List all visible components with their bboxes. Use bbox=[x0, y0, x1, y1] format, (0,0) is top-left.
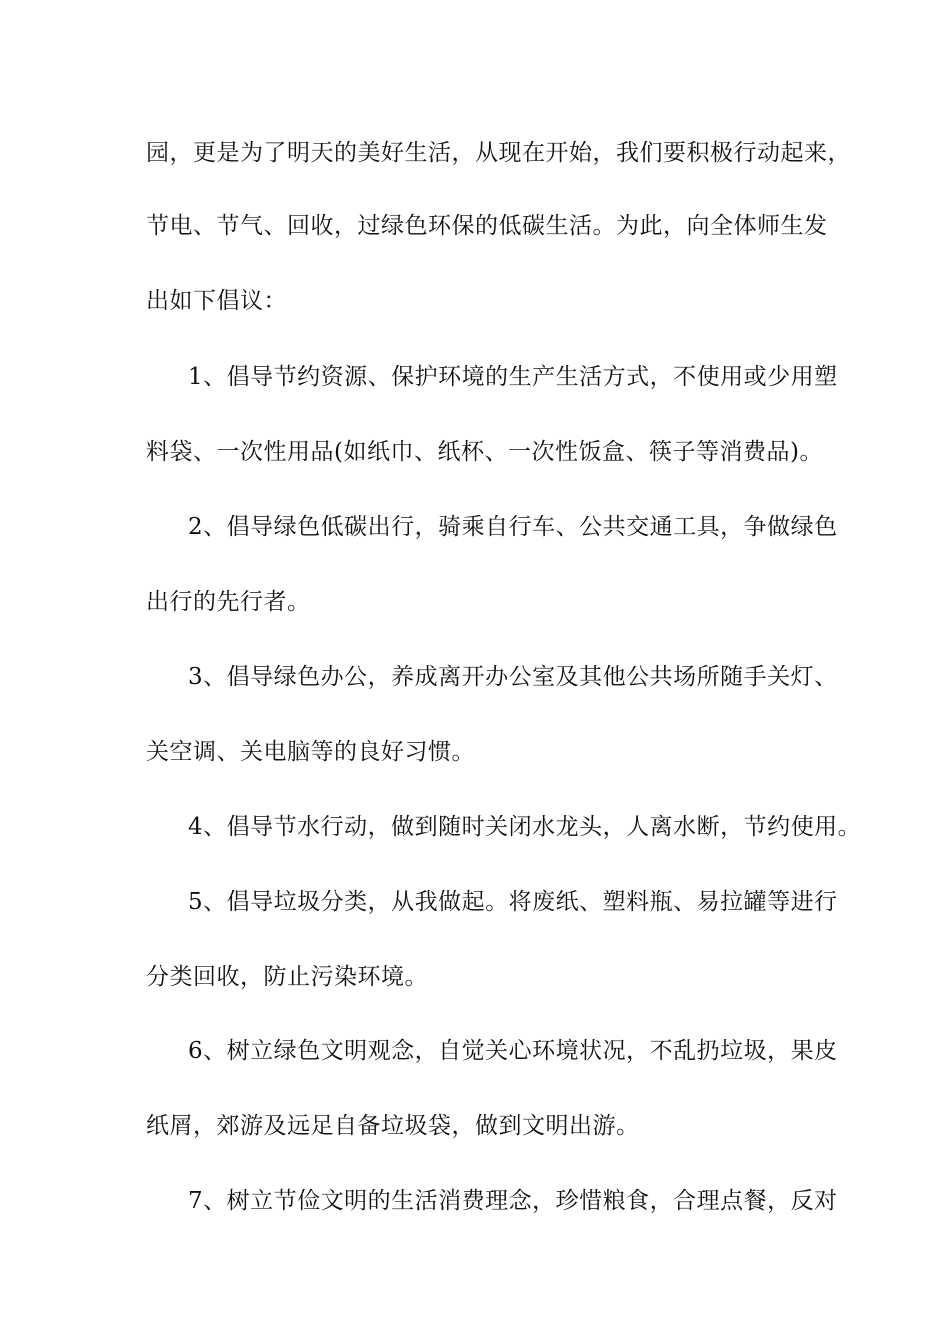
text-line: 3、倡导绿色办公，养成离开办公室及其他公共场所随手关灯、 bbox=[188, 664, 838, 690]
text-line: 5、倡导垃圾分类，从我做起。将废纸、塑料瓶、易拉罐等进行 bbox=[188, 889, 838, 915]
text-line: 6、树立绿色文明观念，自觉关心环境状况，不乱扔垃圾，果皮 bbox=[188, 1038, 838, 1064]
text-line: 出行的先行者。 bbox=[146, 589, 311, 615]
text-line: 7、树立节俭文明的生活消费理念，珍惜粮食，合理点餐，反对 bbox=[188, 1188, 838, 1214]
text-line: 纸屑，郊游及远足自备垃圾袋，做到文明出游。 bbox=[146, 1113, 640, 1139]
text-line: 分类回收，防止污染环境。 bbox=[146, 964, 428, 990]
text-line: 2、倡导绿色低碳出行，骑乘自行车、公共交通工具，争做绿色 bbox=[188, 514, 838, 540]
text-line: 出如下倡议： bbox=[146, 288, 287, 314]
text-line: 4、倡导节水行动，做到随时关闭水龙头，人离水断，节约使用。 bbox=[188, 814, 862, 840]
text-line: 1、倡导节约资源、保护环境的生产生活方式，不使用或少用塑 bbox=[188, 364, 838, 390]
text-line: 节电、节气、回收，过绿色环保的低碳生活。为此，向全体师生发 bbox=[146, 213, 828, 239]
text-line: 料袋、一次性用品(如纸巾、纸杯、一次性饭盒、筷子等消费品)。 bbox=[146, 439, 823, 465]
text-line: 关空调、关电脑等的良好习惯。 bbox=[146, 739, 475, 765]
text-line: 园，更是为了明天的美好生活，从现在开始，我们要积极行动起来， bbox=[146, 140, 851, 166]
